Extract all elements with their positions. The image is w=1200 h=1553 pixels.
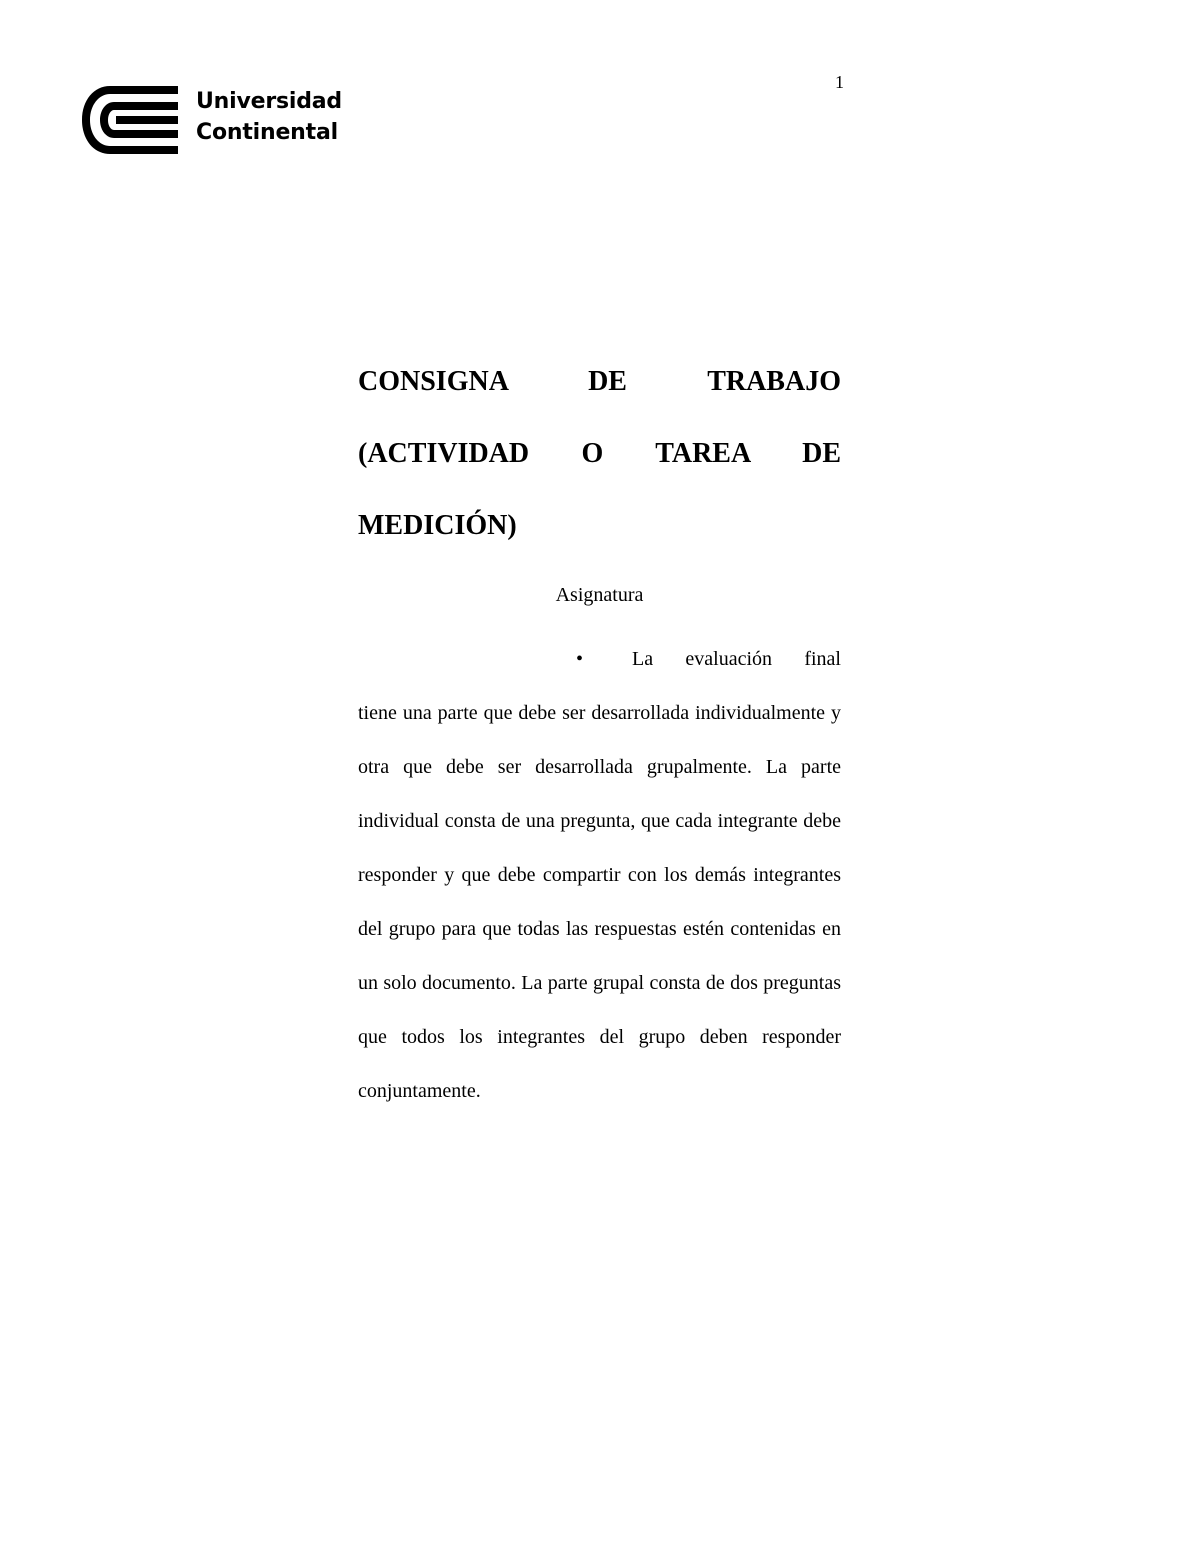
logo-mark-icon <box>80 82 182 158</box>
paragraph-text: tiene una parte que debe ser desarrollada individualmente y otra que debe ser desarrollada grupalmente. La parte individual consta de una pregunta, que cada integrante debe responder y que debe compartir con los demás integrantes del grupo para que todas las respuestas estén contenidas en un solo documento. La parte grupal consta de dos preguntas que todos los integrantes del grupo deben responder conjuntamente. <box>358 702 841 1102</box>
page-number: 1 <box>835 72 844 92</box>
title-line-1: CONSIGNA DE TRABAJO <box>358 366 841 397</box>
logo-wordmark: Universidad Continental <box>196 89 342 145</box>
bullet-icon: • <box>576 648 584 670</box>
subject-label: Asignatura <box>555 584 644 606</box>
bullet-first-line: • La evaluación final <box>358 632 841 686</box>
instructions-paragraph <box>358 632 841 1118</box>
title-line-2: (ACTIVIDAD O TAREA DE <box>358 438 841 469</box>
title-line-3: MEDICIÓN) <box>358 510 517 541</box>
document-body <box>358 346 841 1118</box>
document-title <box>358 346 841 562</box>
university-logo <box>80 80 350 160</box>
